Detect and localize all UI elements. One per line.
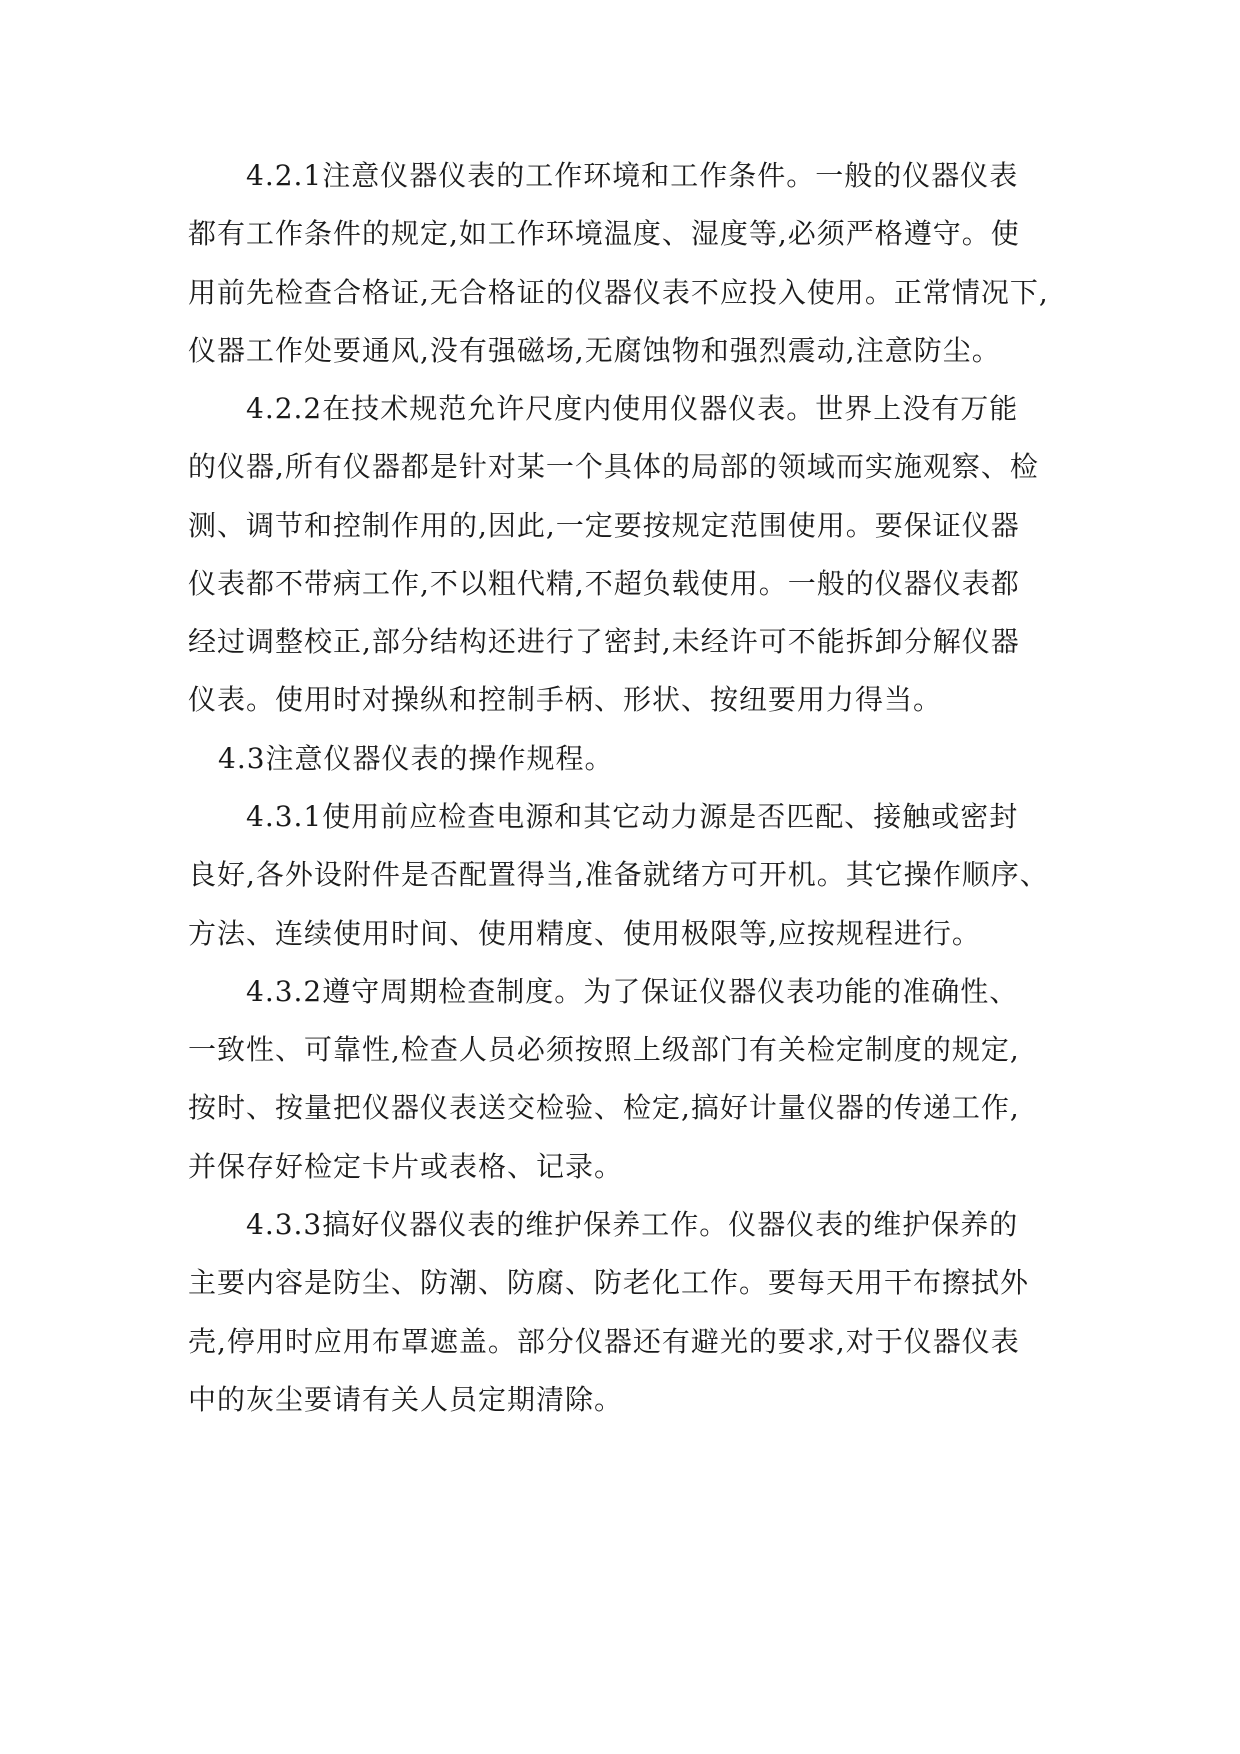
paragraph-line: 4.3.3搞好仪器仪表的维护保养工作。仪器仪表的维护保养的	[246, 1208, 1019, 1241]
paragraph-line: 主要内容是防尘、防潮、防腐、防老化工作。要每天用干布擦拭外	[188, 1266, 1030, 1299]
paragraph-line: 壳,停用时应用布罩遮盖。部分仪器还有避光的要求,对于仪器仪表	[188, 1325, 1020, 1358]
paragraph-line: 仪表都不带病工作,不以粗代精,不超负载使用。一般的仪器仪表都	[188, 567, 1020, 600]
paragraph-line: 的仪器,所有仪器都是针对某一个具体的局部的领域而实施观察、检	[188, 450, 1039, 483]
paragraph-line: 方法、连续使用时间、使用精度、使用极限等,应按规程进行。	[188, 917, 981, 950]
paragraph-line: 中的灰尘要请有关人员定期清除。	[188, 1383, 624, 1416]
paragraph-line: 一致性、可靠性,检查人员必须按照上级部门有关检定制度的规定,	[188, 1033, 1020, 1066]
paragraph-line: 4.2.2在技术规范允许尺度内使用仪器仪表。世界上没有万能	[246, 392, 1019, 425]
paragraph-line: 用前先检查合格证,无合格证的仪器仪表不应投入使用。正常情况下,	[188, 276, 1049, 309]
paragraph-line: 4.2.1注意仪器仪表的工作环境和工作条件。一般的仪器仪表	[246, 159, 1019, 192]
paragraph-line: 4.3.1使用前应检查电源和其它动力源是否匹配、接触或密封	[246, 800, 1019, 833]
section-heading: 4.3注意仪器仪表的操作规程。	[218, 742, 614, 775]
paragraph-line: 都有工作条件的规定,如工作环境温度、湿度等,必须严格遵守。使	[188, 217, 1020, 250]
paragraph-line: 按时、按量把仪器仪表送交检验、检定,搞好计量仪器的传递工作,	[188, 1091, 1020, 1124]
paragraph-line: 经过调整校正,部分结构还进行了密封,未经许可不能拆卸分解仪器	[188, 625, 1020, 658]
paragraph-line: 仪器工作处要通风,没有强磁场,无腐蚀物和强烈震动,注意防尘。	[188, 334, 1001, 367]
paragraph-line: 仪表。使用时对操纵和控制手柄、形状、按纽要用力得当。	[188, 683, 943, 716]
paragraph-line: 并保存好检定卡片或表格、记录。	[188, 1150, 624, 1183]
paragraph-line: 4.3.2遵守周期检查制度。为了保证仪器仪表功能的准确性、	[246, 975, 1019, 1008]
paragraph-line: 良好,各外设附件是否配置得当,准备就绪方可开机。其它操作顺序、	[188, 858, 1049, 891]
paragraph-line: 测、调节和控制作用的,因此,一定要按规定范围使用。要保证仪器	[188, 509, 1020, 542]
